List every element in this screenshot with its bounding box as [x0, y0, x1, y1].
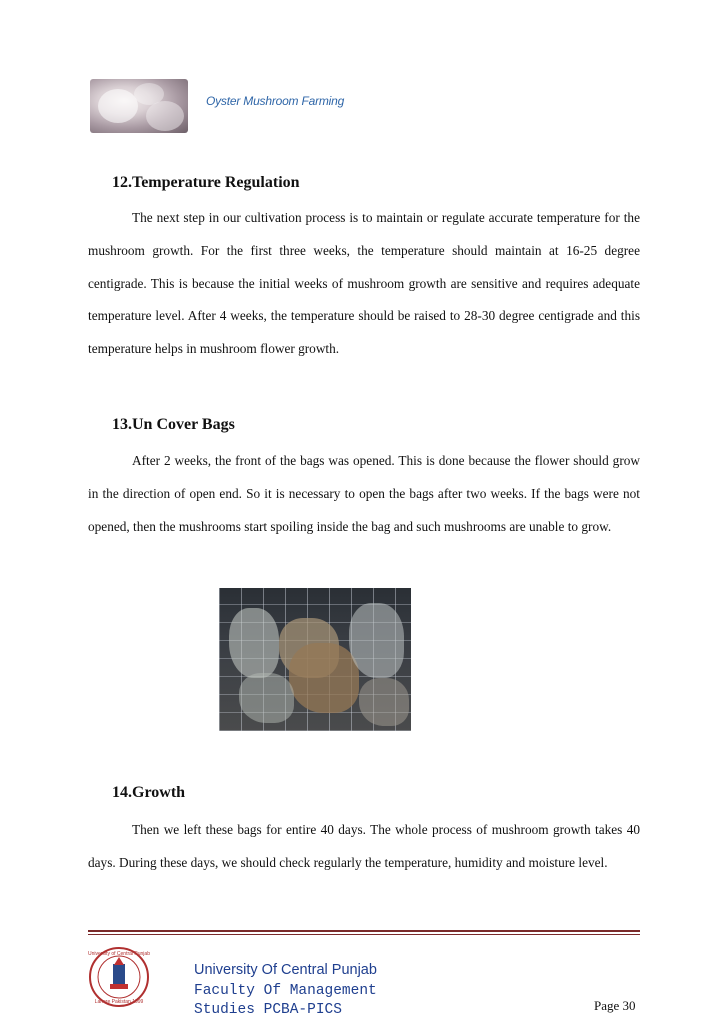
footer-university-name: University Of Central Punjab — [194, 962, 377, 978]
page-number: Page 30 — [594, 998, 636, 1013]
svg-text:Lahore Pakistan 1999: Lahore Pakistan 1999 — [94, 999, 144, 1005]
university-seal-icon — [88, 946, 150, 1008]
section-paragraph-growth: Then we left these bags for entire 40 days. The whole process of mushroom growth takes 40 days. During these days, we should check regularly the temperature, humidity and moisture level. — [88, 822, 640, 870]
header-title: Oyster Mushroom Farming — [206, 94, 345, 108]
section-paragraph-uncover-bags: After 2 weeks, the front of the bags was opened. This is done because the flower should grow in the direction of open end. So it is necessary to open the bags after two weeks. If the bags were not opened, then the mushrooms start spoiling inside the bag and such mushrooms are unable to grow. — [88, 453, 640, 534]
mushroom-bags-photo — [219, 588, 411, 731]
section-heading-uncover-bags: 13.Un Cover Bags — [112, 416, 235, 433]
footer-faculty-name: Faculty Of Management Studies PCBA-PICS — [194, 983, 377, 1018]
footer-rule-thin — [88, 934, 640, 935]
section-heading-temperature: 12.Temperature Regulation — [112, 174, 300, 191]
svg-text:University of Central Punjab: University of Central Punjab — [88, 951, 150, 957]
header-mushroom-image — [90, 79, 188, 133]
section-paragraph-temperature: The next step in our cultivation process is to maintain or regulate accurate temperature for the mushroom growth. For the first three weeks, the temperature should maintain at 16-25 degree centigrade. This is because the initial weeks of mushroom growth are sensitive and requires adequate temperature level. After 4 weeks, the temperature should be raised to 28-30 degree centigrade and this temperature helps in mushroom flower growth. — [88, 210, 640, 357]
footer-rule — [88, 930, 640, 932]
section-heading-growth: 14.Growth — [112, 784, 186, 801]
